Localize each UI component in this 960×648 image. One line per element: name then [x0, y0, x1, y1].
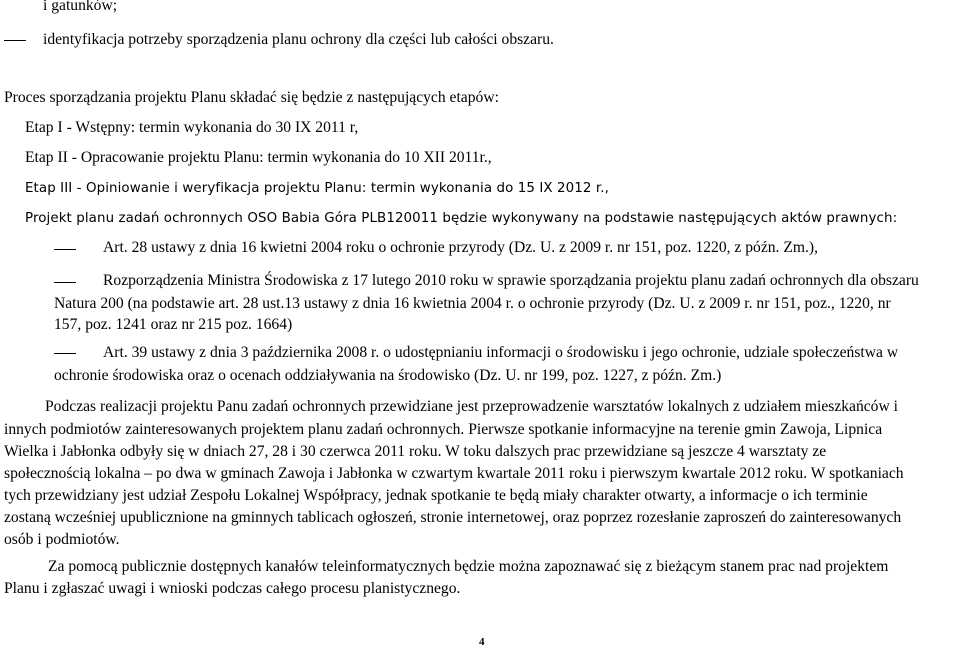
stage-item: Etap III - Opiniowanie i weryfikacja projektu Planu: termin wykonania do 15 IX 2012 r., [25, 181, 609, 196]
list-item-continuation: i gatunków; [43, 0, 118, 14]
paragraph-line: Planu i zgłaszać uwagi i wnioski podczas całego procesu planistycznego. [4, 580, 461, 597]
paragraph-line: społecznością lokalna – po dwa w gminach Zawoja i Jabłonka w czwartym kwartale 2011 roku i pierwszym kwartale 2012 roku. W spotkaniach [4, 465, 904, 482]
dash-bullet [54, 353, 76, 354]
dash-bullet [4, 40, 26, 41]
dash-bullet [54, 282, 76, 283]
paragraph-line: osób i podmiotów. [4, 531, 120, 548]
legal-item: 157, poz. 1241 oraz nr 215 poz. 1664) [54, 316, 293, 333]
legal-item: ochronie środowiska oraz o ocenach oddziaływania na środowisko (Dz. U. nr 199, poz. 1227, z późn. Zm.) [54, 367, 722, 384]
legal-item: Art. 28 ustawy z dnia 16 kwietni 2004 roku o ochronie przyrody (Dz. U. z 2009 r. nr 151, poz. 1220, z późn. Zm.), [103, 239, 818, 256]
stage-item: Etap I - Wstępny: termin wykonania do 30 IX 2011 r, [25, 119, 359, 136]
paragraph-line: tych przewidziany jest udział Zespołu Lokalnej Współpracy, jednak spotkanie te będą miały charakter otwarty, a informacje o ich terminie [4, 487, 868, 504]
stage-item: Etap II - Opracowanie projektu Planu: termin wykonania do 10 XII 2011r., [25, 149, 492, 166]
legal-item: Art. 39 ustawy z dnia 3 października 2008 r. o udostępnianiu informacji o środowisku i jego ochronie, udziale społeczeństwa w [103, 344, 899, 361]
process-intro: Proces sporządzania projektu Planu składać się będzie z następujących etapów: [4, 89, 499, 106]
paragraph-line: Wielka i Jabłonka odbyły się w dniach 27, 28 i 30 czerwca 2011 roku. W toku dalszych prac przewidziane są jeszcze 4 warsztaty ze [4, 443, 827, 460]
paragraph-line: zostaną wcześniej upublicznione na gminnych tablicach ogłoszeń, stronie internetowej, oraz poprzez rozesłanie zaproszeń do zainteresowanych [4, 509, 902, 526]
paragraph-line: innych podmiotów zainteresowanych projektem planu zadań ochronnych. Pierwsze spotkanie informacyjne na terenie gmin Zawoja, Lipnica [4, 421, 883, 438]
legal-item: Natura 200 (na podstawie art. 28 ust.13 ustawy z dnia 16 kwietnia 2004 r. o ochronie przyrody (Dz. U. z 2009 r. nr 151, poz., 1220, nr [54, 295, 891, 312]
legal-item: Rozporządzenia Ministra Środowiska z 17 lutego 2010 roku w sprawie sporządzania projektu planu zadań ochronnych dla obszaru [103, 272, 919, 289]
list-item: identyfikacja potrzeby sporządzenia planu ochrony dla części lub całości obszaru. [43, 31, 554, 48]
paragraph-line: Podczas realizacji projektu Panu zadań ochronnych przewidziane jest przeprowadzenie warsztatów lokalnych z udziałem mieszkańców i [45, 398, 898, 415]
legal-intro: Projekt planu zadań ochronnych OSO Babia Góra PLB120011 będzie wykonywany na podstawie następujących aktów prawnych: [25, 211, 898, 226]
dash-bullet [54, 249, 76, 250]
page-number: 4 [479, 636, 485, 648]
paragraph-line: Za pomocą publicznie dostępnych kanałów teleinformatycznych będzie można zapoznawać się z bieżącym stanem prac nad projektem [48, 558, 889, 575]
